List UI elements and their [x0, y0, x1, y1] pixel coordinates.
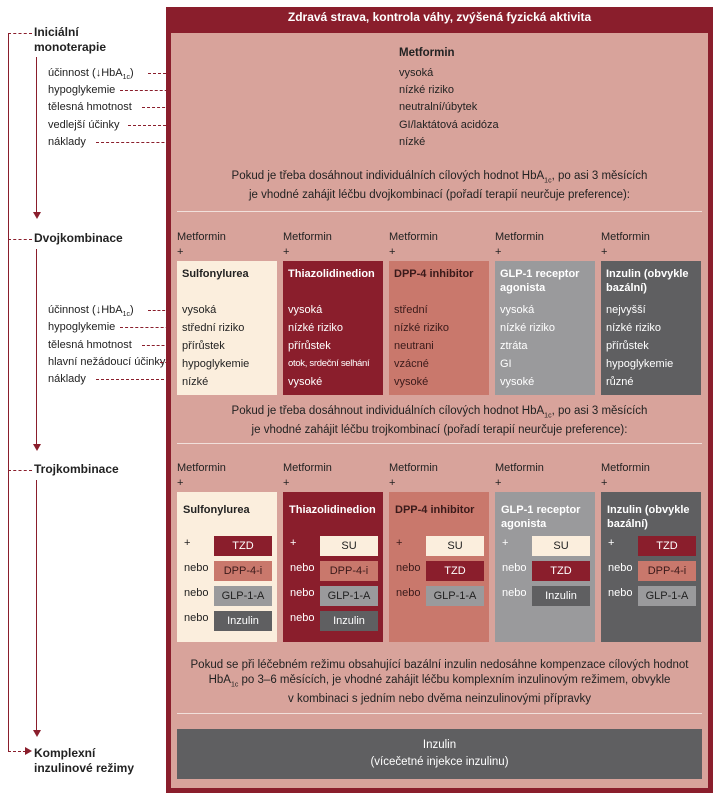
dual-prefix-drug: Metformin	[177, 231, 226, 243]
dual-prefix-plus: +	[495, 246, 502, 258]
triple-row-connector: nebo	[396, 587, 421, 599]
connector-complex	[8, 751, 26, 752]
flow-line-3	[36, 480, 37, 730]
instruction-complex-line2-tail: po 3–6 měsících, je vhodné zahájit léčbu komplexním inzulinovým režimem, obvykle	[238, 674, 671, 686]
panel-header: Zdravá strava, kontrola váhy, zvýšená fyzická aktivita	[287, 10, 592, 24]
dual-card-value: ztráta	[500, 340, 528, 352]
triple-row-connector: +	[290, 537, 297, 549]
triple-prefix-plus: +	[601, 477, 608, 489]
triple-prefix	[283, 461, 383, 491]
triple-prefix-drug: Metformin	[389, 462, 438, 474]
triple-prefix-plus: +	[495, 477, 502, 489]
dual-card-title: Sulfonylurea	[182, 268, 249, 280]
triple-card-title: DPP-4 inhibitor	[395, 504, 475, 516]
dual-card-value: hypoglykemie	[606, 358, 674, 370]
instruction-dual	[171, 169, 708, 203]
triple-pill-tzd: TZD	[214, 536, 272, 556]
triple-pill-dpp-4-i: DPP-4-i	[320, 561, 378, 581]
dual-label-efficacy-close: )	[130, 304, 134, 316]
dual-prefix-plus: +	[601, 246, 608, 258]
dual-card-value: přírůstek	[606, 340, 649, 352]
triple-row-connector: +	[608, 537, 615, 549]
mono-label-side: vedlejší účinky	[48, 119, 120, 131]
stage-initial-monotherapy	[34, 25, 106, 55]
divider	[177, 211, 702, 212]
dual-label-efficacy-text: účinnost (↓HbA	[48, 304, 123, 316]
dual-prefix-plus: +	[389, 246, 396, 258]
triple-card-1	[283, 492, 383, 642]
mono-label-weight: tělesná hmotnost	[48, 101, 132, 113]
mono-value-side: GI/laktátová acidóza	[399, 119, 499, 131]
dual-card-value: vysoká	[500, 304, 535, 316]
triple-pill-tzd: TZD	[532, 561, 590, 581]
instruction-complex-line2-sub: 1c	[230, 681, 239, 689]
dual-card-title: Inzulin (obvykle bazální)	[606, 268, 689, 294]
flow-line-left	[8, 33, 9, 751]
instruction-complex-line3: v kombinaci s jedním nebo dvěma neinzulinovými přípravky	[288, 693, 591, 706]
dual-card-value: různé	[606, 376, 634, 388]
triple-pill-tzd: TZD	[426, 561, 484, 581]
mono-label-efficacy-text: účinnost (↓HbA	[48, 67, 123, 79]
dual-card-value: GI	[500, 358, 512, 370]
instruction-triple-line1-tail: , po asi 3 měsících	[551, 405, 648, 417]
stage-complex-line1: Komplexní	[34, 746, 96, 760]
dual-card-0	[177, 261, 277, 395]
connector-mono	[8, 33, 32, 34]
dual-prefix-plus: +	[177, 246, 184, 258]
triple-row-connector: nebo	[502, 562, 527, 574]
arrow-down-icon	[33, 730, 41, 737]
triple-pill-dpp-4-i: DPP-4-i	[214, 561, 272, 581]
dual-prefix-drug: Metformin	[495, 231, 544, 243]
triple-pill-glp-1-a: GLP-1-A	[214, 586, 272, 606]
mono-label-hypo: hypoglykemie	[48, 84, 116, 96]
dual-card-3	[495, 261, 595, 395]
mono-label-efficacy-close: )	[130, 67, 134, 79]
dual-prefix-drug: Metformin	[389, 231, 438, 243]
mono-label-efficacy	[48, 67, 134, 81]
dual-card-value: vysoké	[394, 376, 429, 388]
instruction-complex-line2-text: HbA	[208, 674, 231, 686]
divider	[177, 713, 702, 714]
dual-prefix-drug: Metformin	[601, 231, 650, 243]
instruction-triple-line2: je vhodné zahájit léčbu trojkombinací (pořadí terapií neurčuje preference):	[251, 424, 628, 437]
dual-card-value: nízké riziko	[288, 322, 344, 334]
dual-label-hypo: hypoglykemie	[48, 321, 116, 333]
triple-pill-inzulin: Inzulin	[214, 611, 272, 631]
triple-row-connector: nebo	[396, 562, 421, 574]
arrow-down-icon	[33, 212, 41, 219]
mono-value-weight: neutralní/úbytek	[399, 101, 478, 113]
triple-row-connector: nebo	[608, 587, 633, 599]
triple-prefix	[177, 461, 277, 491]
dual-label-side: hlavní nežádoucí účinky	[48, 356, 166, 368]
triple-prefix-plus: +	[389, 477, 396, 489]
stage-complex-line2: inzulinové režimy	[34, 761, 135, 775]
stage-triple: Trojkombinace	[34, 462, 119, 476]
arrow-right-icon	[25, 747, 32, 755]
triple-pill-glp-1-a: GLP-1-A	[426, 586, 484, 606]
dual-label-cost: náklady	[48, 373, 86, 385]
mono-drug-title: Metformin	[399, 47, 455, 59]
dual-card-value: vysoké	[288, 376, 323, 388]
dual-card-value: neutrani	[394, 340, 434, 352]
triple-row-connector: nebo	[290, 587, 315, 599]
dual-prefix-drug: Metformin	[283, 231, 332, 243]
dual-card-value: nejvyšší	[606, 304, 646, 316]
triple-prefix-plus: +	[283, 477, 290, 489]
instruction-triple-line1-text: Pokud je třeba dosáhnout individuálních cílových hodnot HbA	[231, 405, 545, 417]
dual-card-value: přírůstek	[288, 340, 331, 352]
connector-triple	[8, 470, 32, 471]
mono-label-efficacy-sub: 1c	[122, 74, 130, 82]
instruction-dual-line1-tail: , po asi 3 měsících	[551, 170, 648, 182]
dual-card-value: střední	[394, 304, 428, 316]
dual-prefix	[495, 230, 595, 260]
arrow-down-icon	[33, 444, 41, 451]
triple-pill-inzulin: Inzulin	[320, 611, 378, 631]
instruction-complex	[171, 658, 708, 707]
dual-label-weight: tělesná hmotnost	[48, 339, 132, 351]
triple-card-title: Sulfonylurea	[183, 504, 250, 516]
instruction-triple	[171, 404, 708, 438]
triple-pill-su: SU	[320, 536, 378, 556]
triple-pill-glp-1-a: GLP-1-A	[638, 586, 696, 606]
instruction-dual-line1-text: Pokud je třeba dosáhnout individuálních cílových hodnot HbA	[231, 170, 545, 182]
triple-row-connector: +	[184, 537, 191, 549]
triple-prefix-drug: Metformin	[495, 462, 544, 474]
instruction-complex-line2	[171, 673, 708, 692]
triple-pill-inzulin: Inzulin	[532, 586, 590, 606]
dual-prefix	[601, 230, 701, 260]
mono-value-cost: nízké	[399, 136, 426, 148]
final-insulin-box	[177, 729, 702, 779]
instruction-dual-line2: je vhodné zahájit léčbu dvojkombinací (pořadí terapií neurčuje preference):	[249, 189, 630, 202]
instruction-dual-line1	[171, 169, 708, 188]
triple-card-0	[177, 492, 277, 642]
triple-row-connector: nebo	[502, 587, 527, 599]
flow-line-2	[36, 249, 37, 444]
dual-prefix	[389, 230, 489, 260]
dual-card-value: vysoká	[288, 304, 323, 316]
mono-value-efficacy: vysoká	[399, 67, 434, 79]
dual-card-value: nízké riziko	[606, 322, 662, 334]
dual-card-value: vzácné	[394, 358, 429, 370]
dual-label-efficacy	[48, 304, 134, 318]
triple-prefix-drug: Metformin	[601, 462, 650, 474]
triple-card-3	[495, 492, 595, 642]
triple-row-connector: nebo	[184, 562, 209, 574]
final-line1: Inzulin	[422, 739, 457, 751]
dual-card-value: přírůstek	[182, 340, 225, 352]
dual-card-value: nízké riziko	[394, 322, 450, 334]
triple-row-connector: +	[396, 537, 403, 549]
triple-row-connector: nebo	[290, 562, 315, 574]
dual-card-title: Thiazolidinedion	[288, 268, 375, 280]
dual-prefix	[283, 230, 383, 260]
mono-value-hypo: nízké riziko	[399, 84, 455, 96]
triple-pill-su: SU	[426, 536, 484, 556]
triple-row-connector: nebo	[184, 612, 209, 624]
dual-card-2	[389, 261, 489, 395]
dual-card-title: DPP-4 inhibitor	[394, 268, 474, 280]
divider	[177, 443, 702, 444]
flow-line-1	[36, 57, 37, 212]
stage-initial-line2: monoterapie	[34, 40, 107, 54]
dual-card-title: GLP-1 receptor agonista	[500, 268, 580, 294]
dual-card-4	[601, 261, 701, 395]
dual-card-value: střední riziko	[182, 322, 245, 334]
instruction-triple-line1	[171, 404, 708, 423]
instruction-dual-line1-sub: 1c	[544, 177, 552, 185]
triple-card-title: GLP-1 receptor agonista	[501, 504, 581, 530]
dual-prefix-plus: +	[283, 246, 290, 258]
stage-initial-line1: Iniciální	[34, 25, 79, 39]
dual-card-value: hypoglykemie	[182, 358, 250, 370]
triple-card-4	[601, 492, 701, 642]
final-line2: (vícečetné injekce inzulinu)	[370, 756, 509, 768]
dual-card-1	[283, 261, 383, 395]
triple-prefix	[601, 461, 701, 491]
triple-prefix-drug: Metformin	[177, 462, 226, 474]
dual-card-value: nízké	[182, 376, 209, 388]
dual-prefix	[177, 230, 277, 260]
dual-card-value: otok, srdeční selhání	[288, 358, 370, 369]
mono-label-cost: náklady	[48, 136, 86, 148]
dual-card-value: nízké riziko	[500, 322, 556, 334]
stage-dual: Dvojkombinace	[34, 231, 123, 245]
triple-pill-su: SU	[532, 536, 590, 556]
triple-card-2	[389, 492, 489, 642]
triple-prefix-drug: Metformin	[283, 462, 332, 474]
instruction-triple-line1-sub: 1c	[544, 412, 552, 420]
dual-label-efficacy-sub: 1c	[122, 311, 130, 319]
triple-prefix	[389, 461, 489, 491]
triple-prefix	[495, 461, 595, 491]
triple-pill-dpp-4-i: DPP-4-i	[638, 561, 696, 581]
triple-prefix-plus: +	[177, 477, 184, 489]
triple-row-connector: +	[502, 537, 509, 549]
triple-card-title: Thiazolidinedion	[289, 504, 376, 516]
dual-card-value: vysoké	[500, 376, 535, 388]
triple-row-connector: nebo	[290, 612, 315, 624]
triple-row-connector: nebo	[608, 562, 633, 574]
triple-pill-glp-1-a: GLP-1-A	[320, 586, 378, 606]
triple-card-title: Inzulin (obvykle bazální)	[607, 504, 690, 530]
instruction-complex-line1: Pokud se při léčebném režimu obsahující bazální inzulin nedosáhne kompenzace cílových hodnot	[190, 659, 689, 671]
connector-dual	[8, 239, 32, 240]
triple-row-connector: nebo	[184, 587, 209, 599]
triple-pill-tzd: TZD	[638, 536, 696, 556]
stage-complex	[34, 746, 134, 776]
dual-card-value: vysoká	[182, 304, 217, 316]
